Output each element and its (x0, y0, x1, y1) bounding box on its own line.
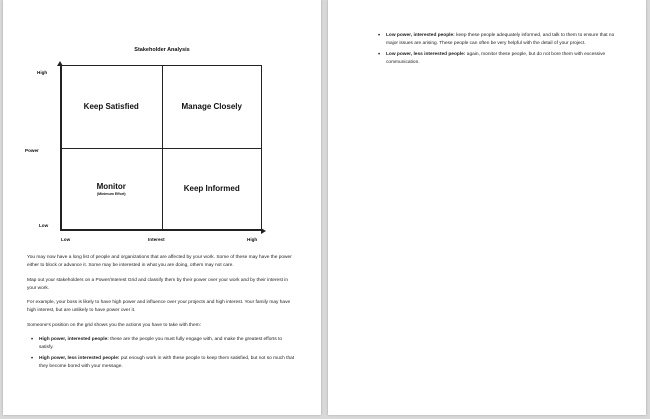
bullet-text: keep these people adequately informed, and talk to them to ensure that no major issues are arising. These people can often be very helpful with the detail of your project. (386, 33, 615, 46)
bullet-label: High power, less interested people: (39, 356, 120, 361)
document-page-1 (3, 0, 321, 415)
x-axis-low-label: Low (61, 237, 71, 242)
x-axis-high-label: High (247, 237, 258, 242)
bullet-label: Low power, less interested people: (386, 52, 466, 57)
quadrant-bottom-right (162, 148, 263, 231)
body-text (27, 254, 297, 374)
paragraph: You may now have a long list of people and organizations that are affected by your work. Some of these may have the power either to block or advance it. Some may be interested in what you are doing, others may not care. (27, 255, 292, 268)
paragraph: For example, your boss is likely to have high power and influence over your projects and high interest. Your family may have high interest, but are unlikely to have power over it. (27, 300, 291, 313)
bullet-text: put enough work in with these people to keep them satisfied, but not so much that they become bored with your message. (39, 356, 295, 369)
y-axis-title: Power (25, 148, 39, 153)
quadrant-top-left (61, 65, 162, 148)
body-text (374, 32, 618, 70)
paragraph: Someone's position on the grid shows you the actions you have to take with them: (27, 322, 201, 328)
bullet-text: these are the people you must fully engage with, and make the greatest efforts to satisfy. (39, 337, 283, 350)
quadrant-top-right (162, 65, 263, 148)
y-axis-high-label: High (37, 70, 48, 75)
paragraph: Map out your stakeholders on a Power/Interest Grid and classify them by their power over your work and by their interest in your work. (27, 277, 289, 291)
quadrant-label: Keep Informed (183, 184, 240, 194)
quadrant-label: Monitor (96, 181, 126, 191)
document-title: Stakeholder Analysis (134, 47, 190, 53)
list-item (39, 355, 297, 371)
quadrant-label: Manage Closely (181, 101, 242, 111)
quadrant-label: Keep Satisfied (83, 101, 139, 111)
list-item (386, 51, 618, 67)
bullet-label: High power, interested people: (39, 337, 109, 342)
bullet-list (27, 336, 297, 371)
document-page-2 (328, 0, 646, 415)
power-interest-grid (60, 65, 262, 231)
bullet-label: Low power, interested people: (386, 33, 455, 38)
x-axis-title: Interest (148, 237, 165, 242)
list-item (386, 32, 618, 48)
quadrant-bottom-left (61, 148, 162, 231)
y-axis-low-label: Low (39, 223, 49, 228)
bullet-text: again, monitor these people, but do not bore them with excessive communication. (386, 52, 606, 65)
quadrant-sublabel: (Minimum Effort) (96, 191, 126, 196)
bullet-list (374, 32, 618, 67)
list-item (39, 336, 297, 352)
